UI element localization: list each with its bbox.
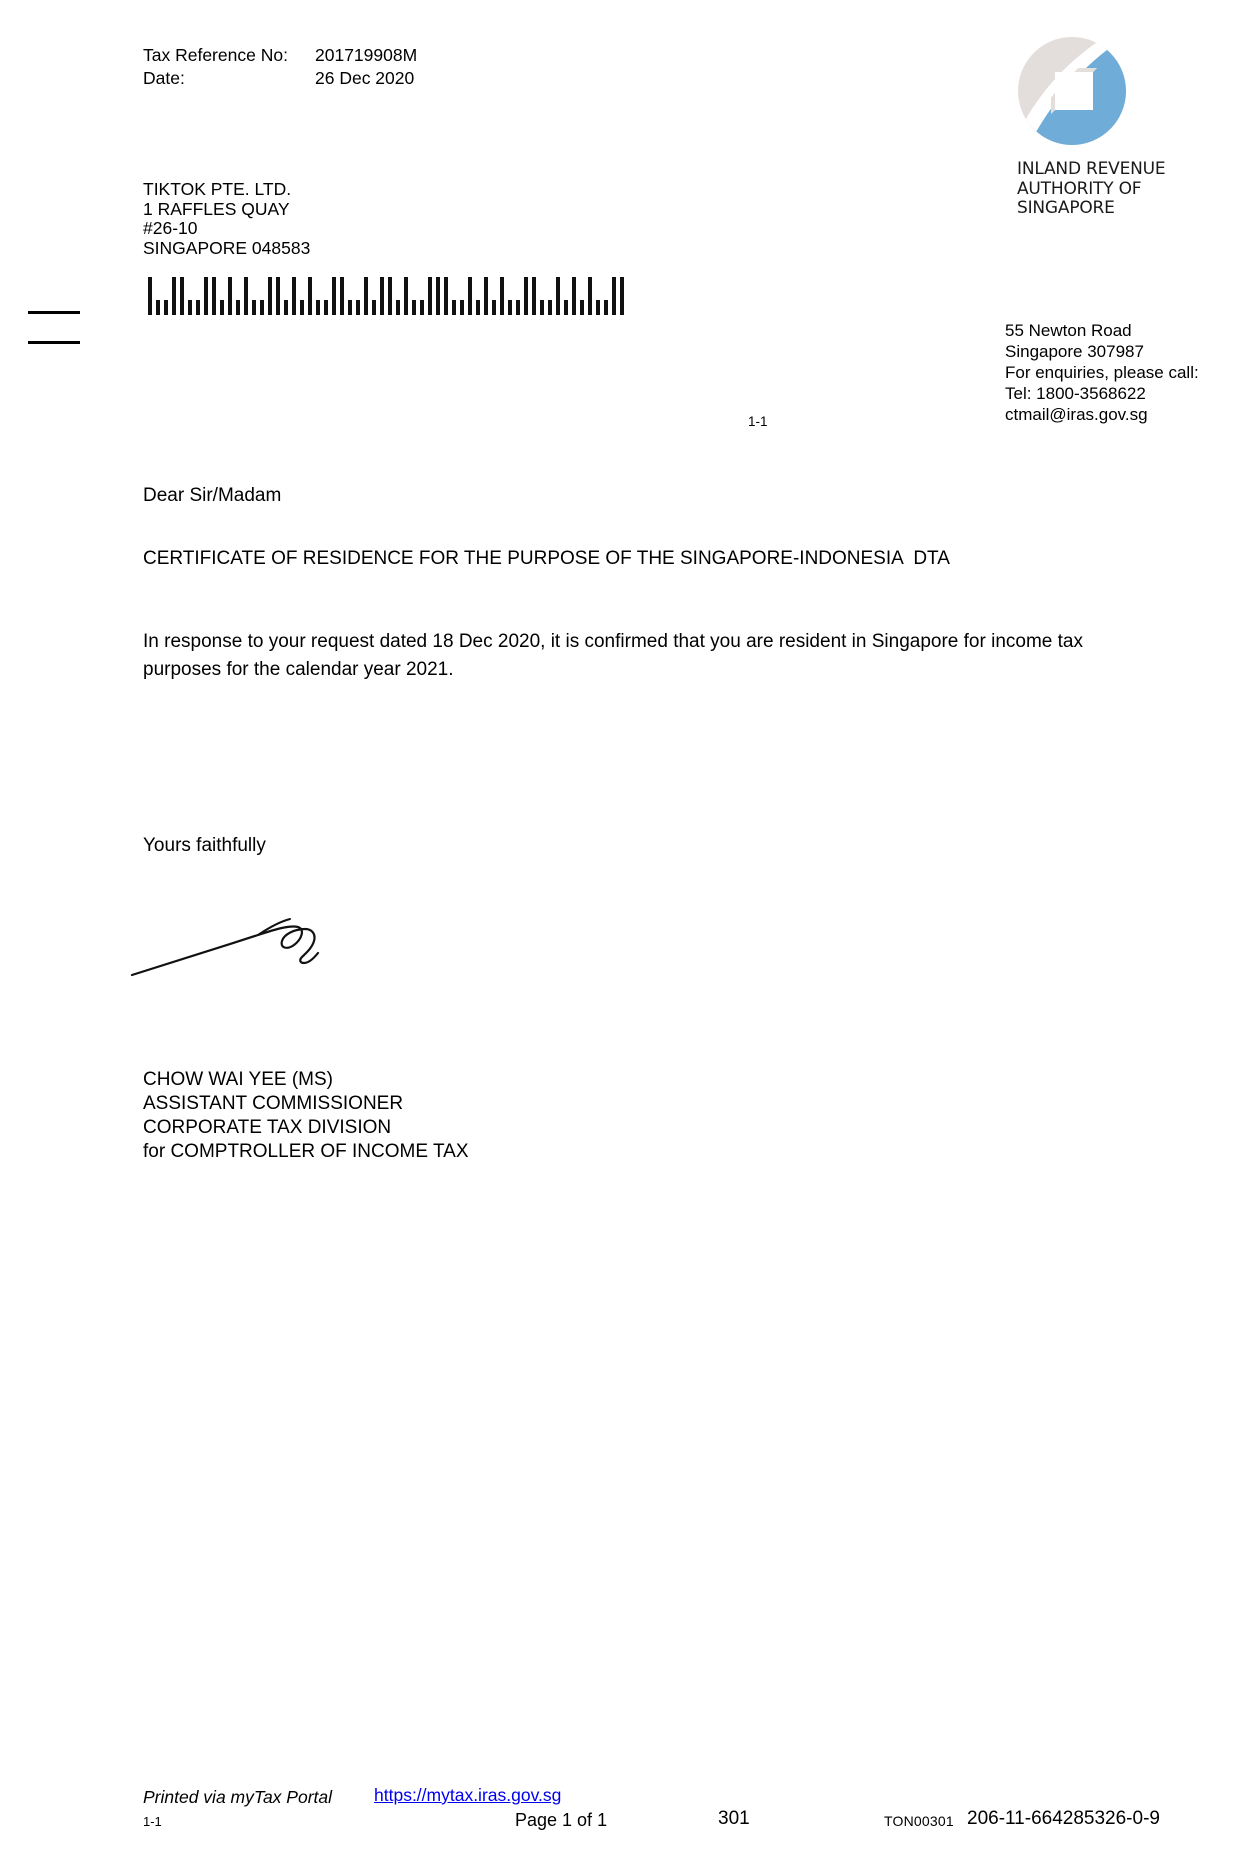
- addressee-line-1: TIKTOK PTE. LTD.: [143, 179, 292, 199]
- barcode-bar: [460, 300, 464, 315]
- footer-page-number: Page 1 of 1: [515, 1810, 608, 1830]
- tax-reference-value: 201719908M: [315, 45, 418, 65]
- barcode-bar: [476, 300, 480, 315]
- barcode-bar: [572, 277, 576, 315]
- barcode-bar: [164, 300, 168, 315]
- tax-reference-block: [143, 44, 417, 90]
- barcode-bar: [524, 277, 528, 315]
- agency-address-line-2: Singapore 307987: [1005, 342, 1144, 361]
- agency-email: ctmail@iras.gov.sg: [1005, 405, 1148, 424]
- barcode-bar: [588, 277, 592, 315]
- addressee-line-4: SINGAPORE 048583: [143, 237, 311, 258]
- barcode-bar: [276, 277, 280, 315]
- footer-reference-number: 206-11-664285326-0-9: [967, 1808, 1160, 1829]
- barcode-bar: [348, 300, 352, 315]
- barcode-bar: [428, 277, 432, 315]
- barcode-bar: [212, 277, 216, 315]
- barcode-bar: [284, 300, 288, 315]
- barcode-bar: [540, 300, 544, 315]
- barcode-bar: [596, 300, 600, 315]
- signatory-for-line: for COMPTROLLER OF INCOME TAX: [143, 1141, 469, 1162]
- barcode-bar: [412, 300, 416, 315]
- barcode-bar: [548, 300, 552, 315]
- barcode-bar: [564, 300, 568, 315]
- addressee-line-2: 1 RAFFLES QUAY: [143, 198, 290, 219]
- page-sequence-marker: 1-1: [748, 414, 768, 429]
- letter-subject-title: CERTIFICATE OF RESIDENCE FOR THE PURPOSE OF THE SINGAPORE-INDONESIA DTA: [143, 548, 950, 569]
- barcode-bar: [444, 277, 448, 315]
- barcode-bar: [372, 300, 376, 315]
- tax-reference-label: Tax Reference No:: [143, 45, 288, 65]
- footer-form-id: TON00301: [884, 1813, 954, 1829]
- barcode-bar: [420, 300, 424, 315]
- barcode-bar: [516, 300, 520, 315]
- addressee-line-3: #26-10: [143, 218, 198, 238]
- barcode-bar: [388, 277, 392, 315]
- letter-paragraph: In response to your request dated 18 Dec 2020, it is confirmed that you are resident in Singapore for income tax purposes for the calendar year 2021.: [143, 631, 1083, 680]
- signatory-division: CORPORATE TAX DIVISION: [143, 1117, 392, 1138]
- barcode-bar: [532, 277, 536, 315]
- date-value: 26 Dec 2020: [315, 68, 415, 88]
- barcode-bar: [340, 277, 344, 315]
- salutation: Dear Sir/Madam: [143, 485, 282, 506]
- fold-mark-lower: [28, 341, 80, 344]
- barcode-bar: [468, 277, 472, 315]
- barcode-bar: [268, 277, 272, 315]
- barcode-bar: [204, 277, 208, 315]
- postal-barcode: [148, 277, 624, 315]
- fold-mark-upper: [28, 311, 80, 314]
- barcode-bar: [508, 300, 512, 315]
- handwritten-signature: [130, 905, 360, 985]
- letter-closing: Yours faithfully: [143, 835, 266, 856]
- barcode-bar: [404, 277, 408, 315]
- signatory-block: [143, 1068, 469, 1164]
- barcode-bar: [196, 300, 200, 315]
- barcode-bar: [364, 277, 368, 315]
- barcode-bar: [604, 300, 608, 315]
- agency-address-line-1: 55 Newton Road: [1005, 321, 1132, 340]
- barcode-bar: [316, 300, 320, 315]
- iras-logo-line-3: SINGAPORE: [1017, 198, 1115, 218]
- footer-sequence: 1-1: [143, 1814, 162, 1829]
- barcode-bar: [260, 300, 264, 315]
- barcode-bar: [436, 277, 440, 315]
- signatory-title: ASSISTANT COMMISSIONER: [143, 1093, 404, 1114]
- agency-contact-block: [1005, 320, 1199, 425]
- barcode-bar: [356, 300, 360, 315]
- iras-logo-line-1: INLAND REVENUE: [1017, 159, 1166, 179]
- footer-portal-link[interactable]: https://mytax.iras.gov.sg: [374, 1785, 562, 1805]
- footer-printed-via: Printed via myTax Portal: [143, 1787, 333, 1807]
- barcode-bar: [236, 300, 240, 315]
- barcode-bar: [580, 300, 584, 315]
- barcode-bar: [324, 300, 328, 315]
- barcode-bar: [396, 300, 400, 315]
- barcode-bar: [500, 277, 504, 315]
- barcode-bar: [332, 277, 336, 315]
- barcode-bar: [252, 300, 256, 315]
- barcode-bar: [484, 277, 488, 315]
- iras-logo-line-2: AUTHORITY OF: [1017, 178, 1142, 199]
- barcode-bar: [300, 300, 304, 315]
- barcode-bar: [172, 277, 176, 315]
- barcode-bar: [156, 300, 160, 315]
- barcode-bar: [180, 277, 184, 315]
- footer-code: 301: [718, 1808, 750, 1829]
- signatory-name: CHOW WAI YEE (MS): [143, 1069, 333, 1090]
- barcode-bar: [452, 300, 456, 315]
- barcode-bar: [612, 277, 616, 315]
- barcode-bar: [620, 277, 624, 315]
- iras-logo: [1013, 36, 1213, 219]
- barcode-bar: [148, 277, 152, 315]
- agency-enquiries-label: For enquiries, please call:: [1005, 363, 1199, 382]
- barcode-bar: [556, 277, 560, 315]
- iras-emblem-icon: [1017, 36, 1127, 146]
- tax-reference-row: [143, 44, 417, 67]
- date-row: [143, 67, 417, 90]
- iras-logo-text: [1017, 160, 1213, 219]
- date-label: Date:: [143, 68, 185, 88]
- barcode-bar: [380, 277, 384, 315]
- barcode-bar: [492, 300, 496, 315]
- barcode-bar: [308, 277, 312, 315]
- addressee-block: [143, 180, 310, 258]
- agency-telephone: Tel: 1800-3568622: [1005, 384, 1146, 403]
- barcode-bar: [220, 300, 224, 315]
- barcode-bar: [228, 277, 232, 315]
- barcode-bar: [188, 300, 192, 315]
- barcode-bar: [292, 277, 296, 315]
- barcode-bar: [244, 277, 248, 315]
